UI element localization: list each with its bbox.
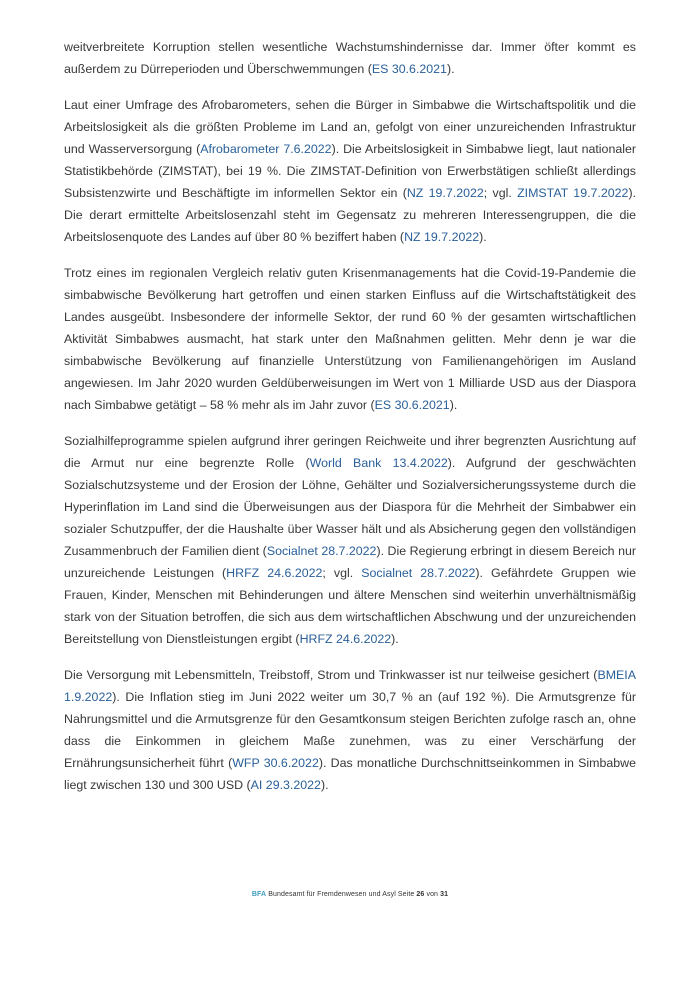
citation-link[interactable]: WFP 30.6.2022 <box>232 756 319 770</box>
paragraph-text: weitverbreitete Korruption stellen wesentliche Wachstumshindernisse dar. Immer öfter kommt es außerdem zu Dürreperioden und Überschwemmungen ( <box>64 40 636 76</box>
paragraph-text: ). Die derart ermittelte Arbeitslosenzahl steht im Gegensatz zu mehreren Interessengruppen, die die Arbeitslosenquote des Landes auf über 80 % beziffert haben ( <box>64 186 637 244</box>
paragraph-text: ). Die Inflation stieg im Juni 2022 weiter um 30,7 % an (auf 192 %). Die Armutsgrenze für Nahrungsmittel und die Armutsgrenze für den Gesamtkonsum steigen Berichten zufolge rasch an, ohne dass die Einkommen in gleichem Maße zunehmen, was zu einer Verschärfung der Ernährungsunsicherheit führt ( <box>64 690 636 770</box>
paragraph-4 <box>64 430 636 650</box>
paragraph-text: ; vgl. <box>322 566 362 580</box>
citation-link[interactable]: World Bank 13.4.2022 <box>309 456 448 470</box>
citation-link[interactable]: HRFZ 24.6.2022 <box>299 632 392 646</box>
citation-link[interactable]: BMEIA 1.9.2022 <box>64 668 636 704</box>
paragraph-text: Trotz eines im regionalen Vergleich relativ guten Krisenmanagements hat die Covid-19-Pandemie die simbabwische Bevölkerung hart getroffen und einen starken Einfluss auf die Wirtschaftstätigkeit des Landes ausgeübt. Insbesondere der informelle Sektor, der rund 60 % der gesamten wirtschaftlichen Aktivität Simbabwes ausmacht, hat stark unter den Maßnahmen gelitten. Mehr denn je war die simbabwische Bevölkerung auf finanzielle Unterstützung von Familienangehörigen im Ausland angewiesen. Im Jahr 2020 wurden Geldüberweisungen im Wert von 1 Milliarde USD aus der Diaspora nach Simbabwe getätigt – 58 % mehr als im Jahr zuvor ( <box>64 266 636 412</box>
citation-link[interactable]: ES 30.6.2021 <box>374 398 450 412</box>
paragraph-text: ). <box>391 632 399 646</box>
paragraph-text: ). Das monatliche Durchschnittseinkommen in Simbabwe liegt zwischen 130 und 300 USD ( <box>64 756 636 792</box>
citation-link[interactable]: Socialnet 28.7.2022 <box>361 566 476 580</box>
paragraph-text: ; vgl. <box>483 186 518 200</box>
paragraph-text: ). <box>320 778 329 792</box>
paragraph-2 <box>64 94 636 248</box>
paragraph-text: ). Die Regierung erbringt in diesem Bereich nur unzureichende Leistungen ( <box>64 544 636 580</box>
citation-link[interactable]: Socialnet 28.7.2022 <box>266 544 377 558</box>
paragraph-text: ). <box>449 398 458 412</box>
citation-link[interactable]: Afrobarometer 7.6.2022 <box>200 142 332 156</box>
citation-link[interactable]: NZ 19.7.2022 <box>404 230 480 244</box>
footer-org-abbr: BFA <box>251 891 267 898</box>
paragraph-5 <box>64 664 636 796</box>
footer-page-current: 26 <box>416 891 425 898</box>
footer-page-total: 31 <box>440 891 449 898</box>
footer-of-label: von <box>426 891 439 898</box>
citation-link[interactable]: ES 30.6.2021 <box>371 62 447 76</box>
paragraph-text: Sozialhilfeprogramme spielen aufgrund ihrer geringen Reichweite und ihrer begrenzten Ausrichtung auf die Armut nur eine begrenzte Rolle ( <box>64 434 636 470</box>
paragraph-text: Laut einer Umfrage des Afrobarometers, sehen die Bürger in Simbabwe die Wirtschaftspolitik und die Arbeitslosigkeit als die größten Probleme im Land an, gefolgt von einer unzureichenden Infrastruktur und Wasserversorgung ( <box>64 98 636 156</box>
paragraph-text: ). <box>446 62 455 76</box>
citation-link[interactable]: NZ 19.7.2022 <box>406 186 484 200</box>
paragraph-text: ). Aufgrund der geschwächten Sozialschutzsysteme und der Erosion der Löhne, Gehälter und Sozialversicherungssysteme durch die Hyperinflation im Land sind die Überweisungen aus der Diaspora für die Mehrheit der Simbabwer ein sozialer Schutzpuffer, der die Haushalte über Wasser hält und als Absicherung gegen den vollständigen Zusammenbruch der Familien dient ( <box>64 456 636 558</box>
citation-link[interactable]: AI 29.3.2022 <box>250 778 321 792</box>
paragraph-text: ). Gefährdete Gruppen wie Frauen, Kinder, Menschen mit Behinderungen und ältere Menschen sind weiterhin unverhältnismäßig stark von der Situation betroffen, die sich aus dem wirtschaftlichen Abschwung und der unzureichenden Bereitstellung von Dienstleistungen ergibt ( <box>64 566 636 646</box>
paragraph-text: ). Die Arbeitslosigkeit in Simbabwe liegt, laut nationaler Statistikbehörde (ZIMSTAT), bei 19 %. Die ZIMSTAT-Definition von Erwerbstätigen schließt allerdings Subsistenzwirte und Beschäftigte im informellen Sektor ein ( <box>64 142 637 200</box>
footer-page-label: Seite <box>397 891 415 898</box>
paragraph-1 <box>64 36 636 80</box>
footer-org-name: Bundesamt für Fremdenwesen und Asyl <box>268 891 396 898</box>
paragraph-text: Die Versorgung mit Lebensmitteln, Treibstoff, Strom und Trinkwasser ist nur teilweise gesichert ( <box>64 668 598 682</box>
citation-link[interactable]: ZIMSTAT 19.7.2022 <box>517 186 629 200</box>
paragraph-3 <box>64 262 636 416</box>
paragraph-text: ). <box>479 230 487 244</box>
page-paragraphs <box>64 36 636 810</box>
citation-link[interactable]: HRFZ 24.6.2022 <box>226 566 323 580</box>
page-footer <box>0 890 700 900</box>
